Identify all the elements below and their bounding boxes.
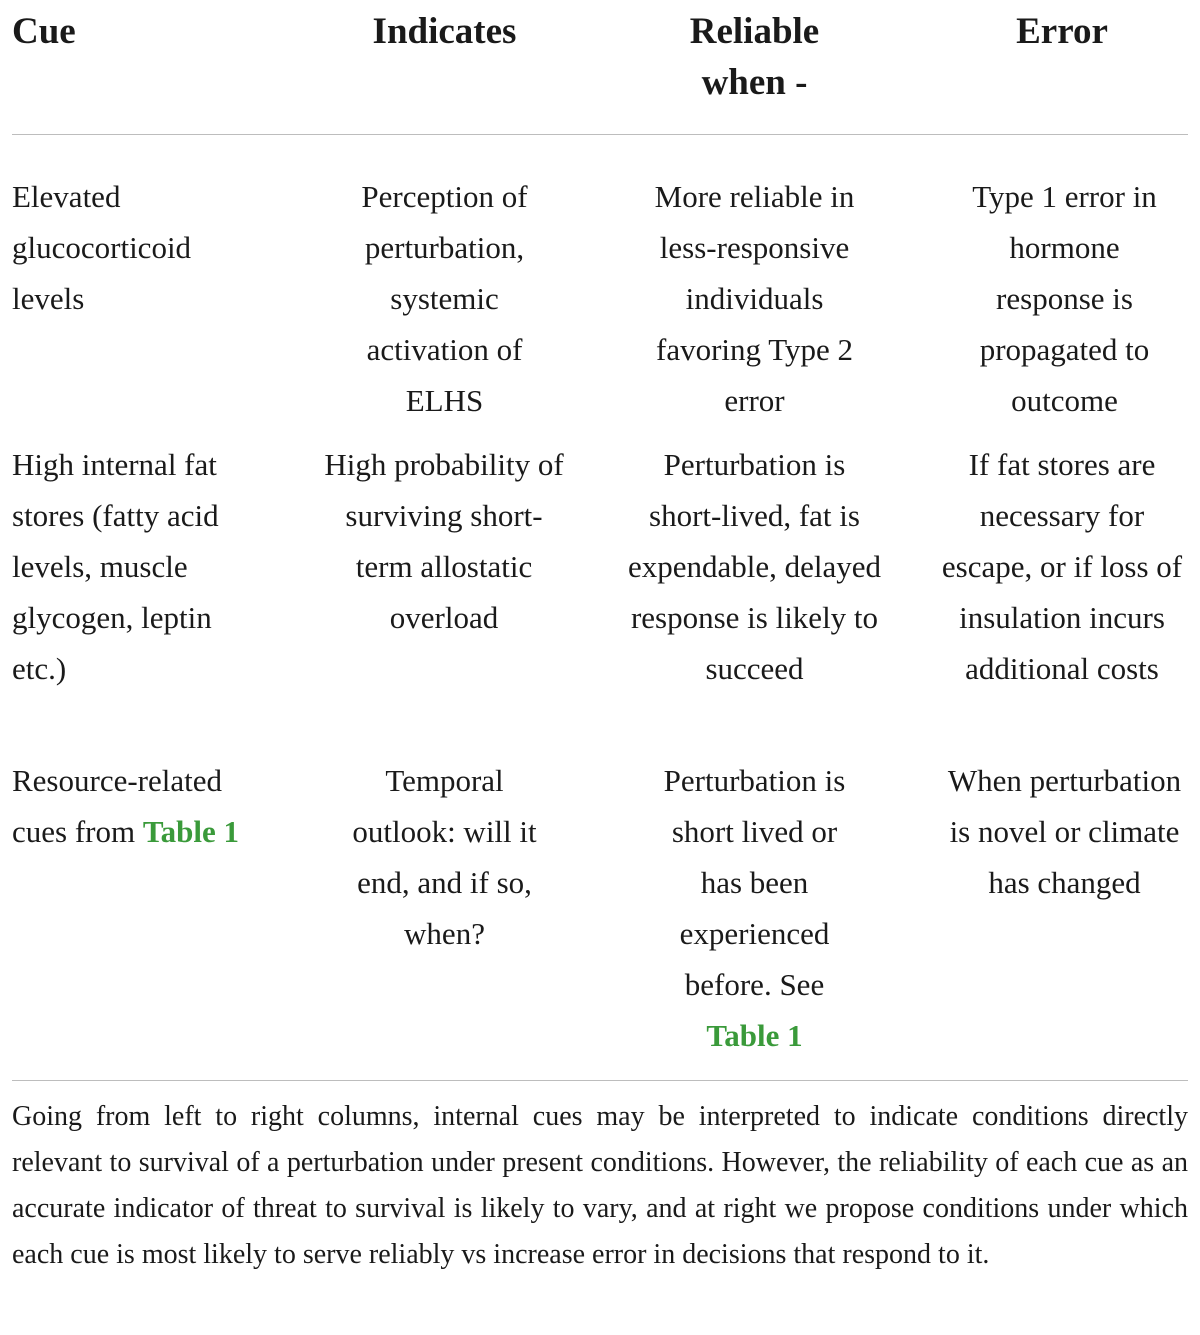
cell-indicates: Temporal outlook: will it end, and if so, when? <box>352 763 537 951</box>
table-1-link[interactable]: Table 1 <box>142 814 240 849</box>
cell-cue: High internal fat stores (fatty acid levels, muscle glycogen, leptin etc.) <box>12 447 219 686</box>
cell-indicates: High probability of surviving short-term allostatic overload <box>324 447 564 635</box>
cell-indicates: Perception of perturbation, systemic activation of ELHS <box>361 179 528 418</box>
table-header-row <box>12 0 1188 135</box>
cell-error: Type 1 error in hormone response is propagated to outcome <box>972 179 1157 418</box>
table-row <box>12 755 1188 1081</box>
header-error: Error <box>1016 11 1108 52</box>
table-footnote: Going from left to right columns, internal cues may be interpreted to indicate conditions directly relevant to survival of a perturbation under present conditions. However, the reliability of each cue as an accurate indicator of threat to survival is likely to vary, and at right we propose conditions under which each cue is most likely to serve reliably vs increase error in decisions that respond to it. <box>12 1101 1188 1270</box>
header-reliable-line2: when - <box>701 62 808 103</box>
table-1-link[interactable]: Table 1 <box>706 1018 803 1053</box>
cue-table <box>12 0 1188 1081</box>
cell-cue <box>12 755 267 857</box>
cell-error: When perturbation is novel or climate has changed <box>947 763 1182 900</box>
table-row <box>12 439 1188 755</box>
cell-reliable-text: Perturbation is short lived or has been experienced before. See <box>663 763 846 1002</box>
cell-cue: Elevated glucocorticoid levels <box>12 179 192 316</box>
header-indicates: Indicates <box>372 11 517 52</box>
header-reliable-when <box>632 6 877 108</box>
header-reliable-line1: Reliable <box>689 11 820 52</box>
cell-reliable-when: Perturbation is short-lived, fat is expendable, delayed response is likely to succeed <box>627 447 882 686</box>
table-row <box>12 171 1188 439</box>
cell-cue-text: Resource-related cues from <box>12 763 222 849</box>
cell-reliable-when <box>652 755 857 1061</box>
header-cue: Cue <box>12 11 76 52</box>
cell-error: If fat stores are necessary for escape, or if loss of insulation incurs additional costs <box>941 447 1183 686</box>
cell-reliable-when: More reliable in less-responsive individuals favoring Type 2 error <box>654 179 855 418</box>
